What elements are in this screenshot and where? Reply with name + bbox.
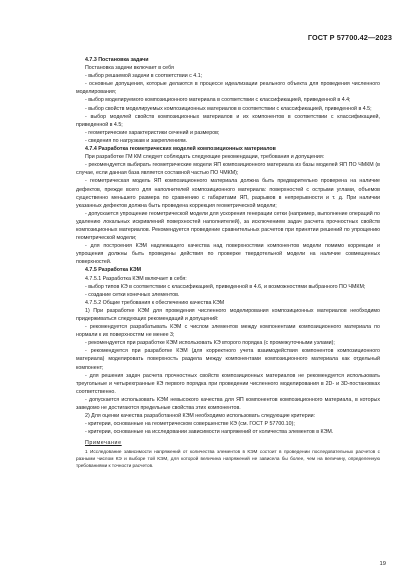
paragraph: - рекомендуется выбирать геометрические модели ЯП композиционного материала из базы моделей ЯП ПО ЧМКМ (в случае, если данная база является составной частью ПО ЧМКМ); [76,162,380,177]
paragraph: 4.7.4 Разработка геометрических моделей композиционных материалов [85,146,276,153]
note-text: 1 Исследование зависимости напряжений от количества элементов в КЭМ состоит в проведении последовательных расчетов с разными числом КЭ и выборе той КЭМ, для которой величина напряжений не зависела бы более, чем на величину, определенную требованиями к точности расчетов. [76,448,380,468]
paragraph: - для решения задач расчета прочностных свойств композиционных материалов не рекомендуется использовать треугольные и четырехгранные КЭ первого порядка при проведении численного моделирования в 2D- и 3D-постановках соответственно. [76,372,380,395]
note-title: Примечание [85,440,122,447]
paragraph: 1) При разработке КЭМ для проведения численного моделирования композиционных материалов необходимо придерживаться следующих рекомендаций и допущений: [76,307,380,322]
paragraph: - критерии, основанные на исследовании зависимости напряжений от количества элементов в КЭМ. [85,429,334,436]
paragraph: 4.7.3 Постановка задачи [85,57,149,63]
paragraph: - сведения по нагрузкам и закреплениям. [85,137,188,144]
paragraph: - выбор моделей свойств композиционных материалов и их компонентов в соответствии с классификацией, приведенной в 4.5; [76,113,380,128]
paragraph: 4.7.5.2 Общие требования к обеспечению качества КЭМ [85,299,225,306]
paragraph: - выбор решаемой задачи в соответствии с 4.1; [85,73,203,80]
standard-header: ГОСТ Р 57700.42—2023 [307,33,392,42]
paragraph: 4.7.5.1 Разработка КЭМ включает в себя: [85,275,187,282]
paragraph: - основные допущения, которые делаются в процессе идеализации реального объекта для проведения численного моделирования; [76,81,380,96]
paragraph: При разработке ГМ КМ следует соблюдать следующие рекомендации, требования и допущения: [85,154,325,161]
document-body [76,56,380,469]
paragraph: 4.7.5 Разработка КЭМ [85,267,142,274]
paragraph: - выбор моделируемого композиционного материала в соответствии с классификацией, приведенной в 4.4; [85,97,351,104]
paragraph: - выбор типов КЭ в соответствии с классификацией, приведенной в 4.6, и возможностями выбранного ПО ЧМКМ; [85,283,366,290]
page-number: 19 [379,561,386,567]
paragraph: - рекомендуется разрабатывать КЭМ с числом элементов между компонентами композиционного материала по нормали к их поверхностям не менее 3; [76,324,380,339]
paragraph: 2) Для оценки качества разработанной КЭМ необходимо использовать следующие критерии: [85,413,316,420]
paragraph: - геометрические характеристики сечений и размеров; [85,129,220,136]
paragraph: - создание сетки конечных элементов. [85,291,180,298]
paragraph: Постановка задачи включает в себя [85,65,174,72]
paragraph: - критерии, основанные на геометрическом совершенстве КЭ (см. ГОСТ Р 57700.10); [85,421,295,428]
paragraph: - допускается использовать КЭМ невысокого качества для ЯП компонентов композиционного материала, в которых заведомо не достигаются предельные свойства этих компонентов. [76,396,380,412]
paragraph: - выбор свойств моделируемых композиционных материалов в соответствии с классификацией, приведенной в 4.5; [85,105,372,112]
paragraph: - для построения КЭМ надлежащего качества над поверхностями компонентов модели помимо коррекции и упрощения должны быть проведены действия по проверке твердотельной модели на наличие совмещенных поверхностей. [76,243,380,266]
paragraph: - допускается упрощение геометрической модели для ускорения генерации сетки (например, выполнение операций по удалению локальных искривлений поверхностей наполнителей), за исключением задач расчета прочностных свойств композиционных материалов. Рекомендуется проведение сравнительных расчетов при принятии решений по упрощению геометрической модели; [76,210,380,242]
paragraph: - геометрическая модель ЯП композиционного материала должна быть предварительно проверена на наличие дефектов, прежде всего для наполнителей композиционного материала: поверхностей с острыми углами, объемов существенно меньшего размера по сравнению с габаритами ЯП, разрывов в непрерывности и т. д. При наличии указанных дефектов должна быть проведена коррекция геометрической модели; [76,178,380,209]
paragraph: - рекомендуется при разработке КЭМ использовать КЭ второго порядка (с промежуточными узлами); [85,340,335,347]
paragraph: - рекомендуется при разработке КЭМ (для корректного учета взаимодействия компонентов композиционного материала) моделировать поверхность раздела между компонентами композиционного материала как отдельный компонент; [76,348,380,371]
